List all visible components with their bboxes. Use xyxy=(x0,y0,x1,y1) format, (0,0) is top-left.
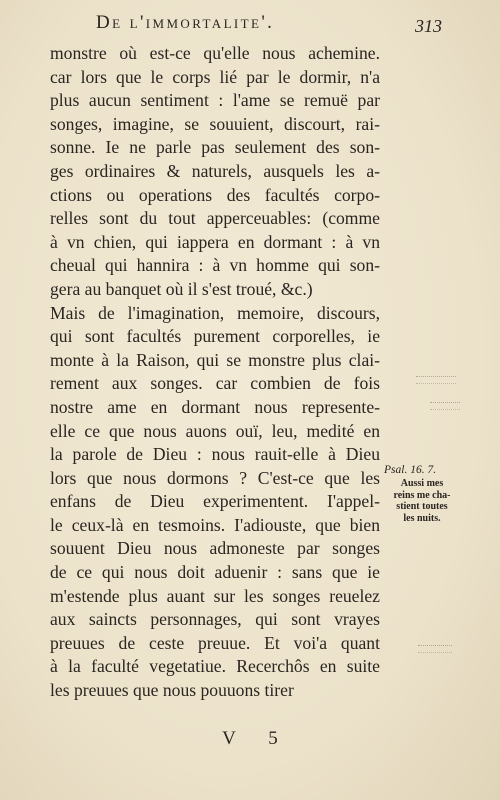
text-line: à vn chien, qui iappera en dormant : à vn xyxy=(50,231,380,252)
text-line: de ce qui nous doit aduenir : sans que ie xyxy=(50,562,380,583)
text-line: preuues de ceste preuue. Et voi'a quant xyxy=(50,632,380,653)
text-line: enfans de Dieu experimentent. I'appel- xyxy=(50,491,380,512)
page-header xyxy=(96,12,442,38)
margin-gloss xyxy=(384,478,460,524)
text-line: ges ordinaires & naturels, ausquels les a- xyxy=(50,160,380,181)
text-line: monstre où est-ce qu'elle nous achemine. xyxy=(50,43,380,63)
gloss-line: reins me cha- xyxy=(393,489,451,501)
margin-note xyxy=(384,463,460,524)
signature-mark: V 5 xyxy=(222,728,292,749)
text-line: ctions ou operations des facultés corpo- xyxy=(50,184,380,205)
text-line: nostre ame en dormant nous represente- xyxy=(50,396,380,417)
text-line: car lors que le corps lié par le dormir, n'a xyxy=(50,66,380,87)
text-line: le ceux-là en tesmoins. I'adiouste, que bien xyxy=(50,514,380,535)
text-line: monte à la Raison, qui se monstre plus clai- xyxy=(50,349,380,370)
text-line: les preuues que nous pouuons tirer xyxy=(50,680,294,701)
text-line: elle ce que nous auons ouï, leu, medité en xyxy=(50,420,380,441)
text-line: gera au banquet où il s'est troué, &c.) xyxy=(50,278,313,299)
page-number: 313 xyxy=(415,16,442,36)
show-through-mark xyxy=(430,402,460,410)
text-line: sonne. Ie ne parle pas seulement des son- xyxy=(50,137,380,158)
text-line: aux saincts personnages, qui sont vrayes xyxy=(50,609,380,630)
show-through-mark xyxy=(418,645,452,653)
text-line: songes, imagine, se souuient, discourt, rai- xyxy=(50,113,380,134)
gloss-line: les nuits. xyxy=(403,512,441,524)
scripture-reference: Psal. 16. 7. xyxy=(384,464,437,476)
text-line: qui sont facultés purement corporelles, ie xyxy=(50,326,380,347)
text-line: Mais de l'imagination, memoire, discours, xyxy=(50,302,380,323)
text-line: à la faculté vegetatiue. Recerchôs en suite xyxy=(50,656,380,677)
text-line: m'estende plus auant sur les songes reuelez xyxy=(50,585,380,606)
text-line: plus aucun sentiment : l'ame se remuë par xyxy=(50,90,380,111)
text-line: lors que nous dormons ? C'est-ce que les xyxy=(50,467,380,488)
text-line: la parole de Dieu : nous rauit-elle à Dieu xyxy=(50,444,380,465)
body-text xyxy=(50,42,380,703)
text-line: cheual qui hannira : à vn homme qui son- xyxy=(50,255,380,276)
gloss-line: stient toutes xyxy=(396,501,448,512)
text-line: souuent Dieu nous admoneste par songes xyxy=(50,538,380,559)
show-through-mark xyxy=(416,376,456,384)
text-line: relles sont du tout apperceuables: (comme xyxy=(50,208,380,229)
text-line: rement aux songes. car combien de fois xyxy=(50,373,380,394)
running-title: De l'immortalite'. xyxy=(96,12,275,33)
gloss-line: Aussi mes xyxy=(400,478,444,489)
